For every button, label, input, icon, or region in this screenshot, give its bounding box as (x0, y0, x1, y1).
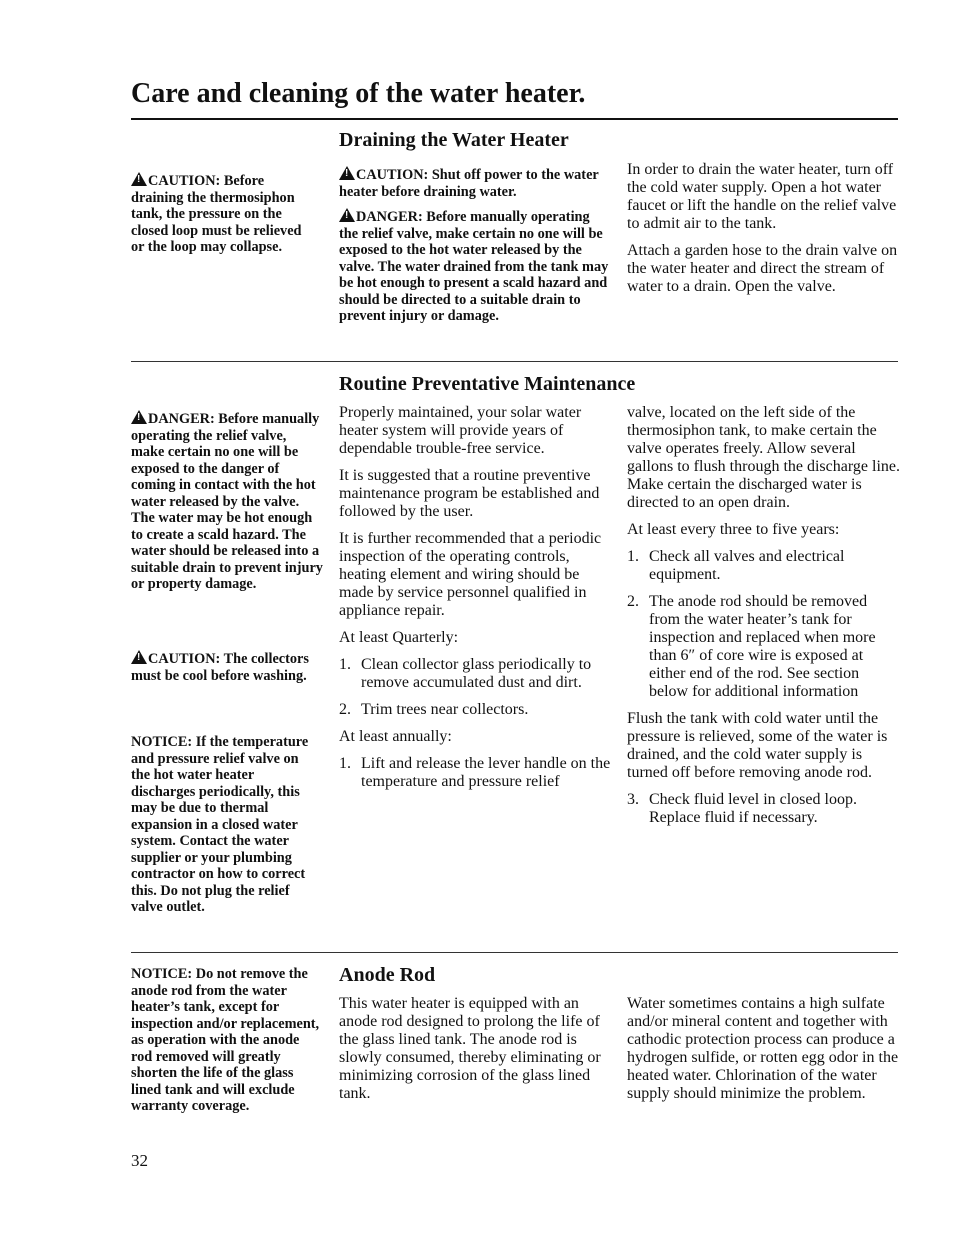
list-item: 2. Trim trees near collectors. (339, 701, 529, 718)
annually-label: At least annually: (339, 728, 452, 745)
anode-col-2 (627, 995, 901, 1112)
draining-side-caution: !CAUTION: Before draining the thermosiphon tank, the pressure on the closed loop must be relieved or the loop may collapse. (131, 172, 316, 256)
anode-side-notice: NOTICE: Do not remove the anode rod from the water heater’s tank, except for inspection and/or replacement, as operation with the anode rod removed will greatly shorten the life of the glass lined tank and will exclude warranty coverage. (131, 966, 320, 1114)
maintenance-para-2: It is suggested that a routine preventive maintenance program be established and followed by the user. (339, 467, 600, 520)
draining-caution: !CAUTION: Shut off power to the water heater before draining water. (339, 166, 611, 200)
list-item: 2. The anode rod should be removed from the water heater’s tank for inspection and replaced when more than 6″ of core wire is exposed at either end of the rod. See section below for additional information (627, 593, 876, 700)
years-list-cont (627, 791, 901, 827)
list-item: 3. Check fluid level in closed loop. Replace fluid if necessary. (627, 791, 857, 826)
quarterly-list (339, 656, 611, 719)
quarterly-label: At least Quarterly: (339, 629, 459, 646)
draining-text (627, 161, 899, 305)
anode-para-2: Water sometimes contains a high sulfate and/or mineral content and together with cathodic protection process can produce a hydrogen sulfide, or rotten egg odor in the heated water. Chlorination of the water supply should minimize the problem. (627, 995, 899, 1102)
draining-danger: !DANGER: Before manually operating the relief valve, make certain no one will be exposed to the hot water released by the valve. The water drained from the tank may be hot enough to present a scald hazard and should be directed to a suitable drain to prevent injury or damage. (339, 208, 611, 325)
flush-paragraph: Flush the tank with cold water until the pressure is relieved, some of the water is drained, and the cold water supply is turned off before removing anode rod. (627, 710, 888, 781)
title-rule (131, 118, 898, 120)
anode-col-1 (339, 995, 613, 1112)
warning-triangle-icon (131, 650, 147, 664)
page-number: 32 (131, 1151, 148, 1170)
list-item: 1. Check all valves and electrical equipment. (627, 548, 845, 583)
anode-para-1: This water heater is equipped with an anode rod designed to prolong the life of the glass lined tank. The anode rod is slowly consumed, thereby eliminating or minimizing corrosion of the glass lined tank. (339, 995, 601, 1102)
section-divider (131, 952, 898, 953)
maintenance-side-notice: NOTICE: If the temperature and pressure relief valve on the hot water heater discharges periodically, this may be due to thermal expansion in a closed water system. Contact the water supplier or your plumbing contractor on how to correct this. Do not plug the relief valve outlet. (131, 734, 309, 915)
list-item: 1. Lift and release the lever handle on the temperature and pressure relief (339, 755, 611, 790)
annually-list (339, 755, 611, 791)
draining-heading: Draining the Water Heater (339, 129, 569, 151)
anode-heading: Anode Rod (339, 964, 436, 986)
page-title: Care and cleaning of the water heater. (131, 78, 586, 109)
warning-triangle-icon (339, 208, 355, 222)
maintenance-para-3: It is further recommended that a periodic inspection of the operating controls, heating element and wiring should be made by service personnel qualified in appliance repair. (339, 530, 602, 619)
maintenance-para-1: Properly maintained, your solar water heater system will provide years of dependable trouble-free service. (339, 404, 582, 457)
warning-triangle-icon (339, 166, 355, 180)
years-list (627, 548, 901, 701)
maintenance-col-2 (627, 404, 901, 836)
years-label: At least every three to five years: (627, 521, 840, 538)
list-item: 1. Clean collector glass periodically to remove accumulated dust and dirt. (339, 656, 592, 691)
draining-para-2: Attach a garden hose to the drain valve on the water heater and direct the stream of water to a drain. Open the valve. (627, 242, 898, 295)
section-divider (131, 361, 898, 362)
warning-triangle-icon (131, 172, 147, 186)
maintenance-heading: Routine Preventative Maintenance (339, 373, 636, 395)
warning-triangle-icon (131, 410, 147, 424)
maintenance-side-danger: !DANGER: Before manually operating the relief valve, make certain no one will be exposed to the danger of coming in contact with the hot water released by the valve. The water may be hot enough to create a scald hazard. The water should be released into a suitable drain to prevent injury or property damage. (131, 410, 323, 593)
draining-para-1: In order to drain the water heater, turn off the cold water supply. Open a hot water faucet or lift the handle on the relief valve to admit air to the tank. (627, 161, 897, 232)
maintenance-col-1 (339, 404, 611, 800)
annually-item-continued: valve, located on the left side of the thermosiphon tank, to make certain the valve operates freely. Allow several gallons to flush through the discharge line. Make certain the discharged water is directed to an open drain. (627, 404, 900, 511)
maintenance-side-caution: !CAUTION: The collectors must be cool before washing. (131, 650, 316, 684)
